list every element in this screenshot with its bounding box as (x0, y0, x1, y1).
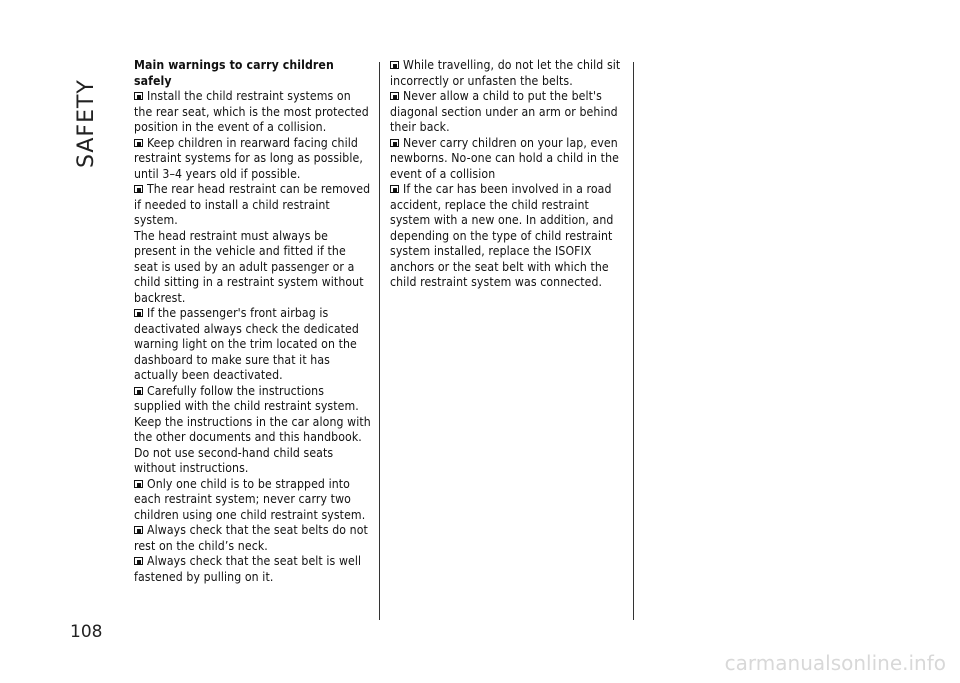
right-column (390, 58, 630, 291)
paragraph-item (134, 89, 372, 136)
paragraph-text: While travelling, do not let the child sit incorrectly or unfasten the belts. (390, 58, 621, 88)
warning-bullet-icon (390, 61, 399, 69)
watermark: carmanualsonline.info (724, 651, 946, 675)
left-column-items (134, 89, 372, 585)
paragraph-item (134, 136, 372, 183)
paragraph-text: Never carry children on your lap, even newborns. No-one can hold a child in the event of a collision (390, 135, 619, 181)
warning-bullet-icon (134, 309, 143, 317)
section-title-text: SAFETY (74, 79, 99, 168)
warning-bullet-icon (134, 387, 143, 395)
paragraph-text: If the passenger's front airbag is deactivated always check the dedicated warning light on the trim located on the dashboard to make sure that it has actually been deactivated. (134, 306, 359, 382)
paragraph-text: Keep children in rearward facing child restraint systems for as long as possible, until 3–4 years old if possible. (134, 135, 363, 181)
warning-bullet-icon (390, 185, 399, 193)
paragraph-text: Only one child is to be strapped into each restraint system; never carry two children using one child restraint system. (134, 476, 366, 522)
paragraph-text: Always check that the seat belts do not rest on the child’s neck. (134, 523, 368, 553)
warning-bullet-icon (134, 480, 143, 488)
paragraph-text: The head restraint must always be present in the vehicle and fitted if the seat is used by an adult passenger or a child sitting in a restraint system without backrest. (134, 228, 364, 305)
right-column-items (390, 58, 630, 291)
warning-bullet-icon (390, 139, 399, 147)
paragraph-item (390, 136, 630, 183)
page-number: 108 (70, 622, 103, 642)
paragraph-item (390, 89, 630, 136)
paragraph-item (134, 384, 372, 477)
paragraph-item (134, 554, 372, 585)
warning-bullet-icon (134, 557, 143, 565)
paragraph-item (134, 229, 372, 307)
paragraph-item (134, 182, 372, 229)
paragraph-text: Always check that the seat belt is well fastened by pulling on it. (134, 554, 362, 584)
warning-bullet-icon (390, 92, 399, 100)
warning-bullet-icon (134, 92, 143, 100)
warning-bullet-icon (134, 139, 143, 147)
warning-bullet-icon (134, 526, 143, 534)
paragraph-item (390, 182, 630, 291)
column-divider-right (633, 62, 634, 620)
paragraph-text: If the car has been involved in a road accident, replace the child restraint system with a new one. In addition, and depending on the type of child restraint system installed, replace the ISOFIX anchors or the seat belt with which the child restraint system was connected. (390, 182, 614, 289)
paragraph-item (390, 58, 630, 89)
paragraph-text: The rear head restraint can be removed if needed to install a child restraint system. (134, 182, 371, 227)
paragraph-text: Install the child restraint systems on the rear seat, which is the most protected position in the event of a collision. (134, 89, 369, 134)
paragraph-item (134, 477, 372, 524)
section-title (62, 48, 112, 168)
left-column (134, 58, 372, 585)
warning-bullet-icon (134, 185, 143, 193)
paragraph-text: Never allow a child to put the belt's diagonal section under an arm or behind their back. (390, 89, 618, 134)
paragraph-item (134, 523, 372, 554)
paragraph-text: Carefully follow the instructions supplied with the child restraint system. Keep the instructions in the car along with the other documents and this handbook. Do not use second-hand child seats without instructions. (134, 383, 371, 475)
column-divider-left (379, 62, 380, 620)
heading: Main warnings to carry children safely (134, 58, 334, 88)
paragraph-item (134, 306, 372, 384)
